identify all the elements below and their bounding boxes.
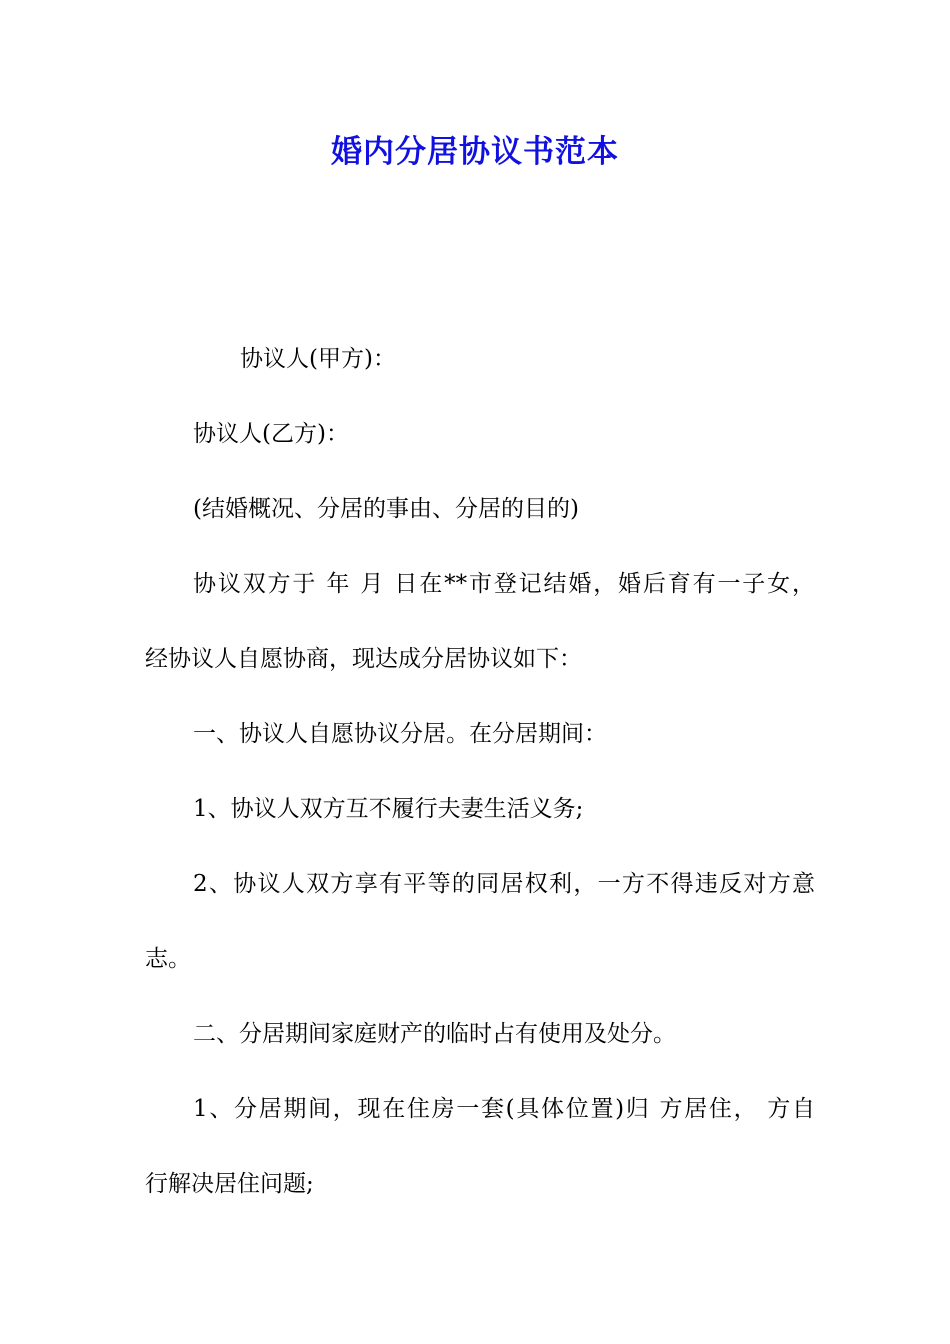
section-heading-1: 一、协议人自愿协议分居。在分居期间： [193, 721, 607, 747]
clause-item: 1、协议人双方互不履行夫妻生活义务; [193, 796, 584, 822]
party-a-line: 协议人(甲方)： [240, 346, 396, 372]
marriage-overview-line: (结婚概况、分居的事由、分居的目的) [193, 496, 579, 522]
section-heading-2: 二、分居期间家庭财产的临时占有使用及处分。 [193, 1021, 676, 1047]
clause-item: 1、分居期间，现在住房一套(具体位置)归 方居住， 方自 [193, 1096, 815, 1122]
document-title: 婚内分居协议书范本 [331, 134, 619, 170]
paragraph-line: 协议双方于 年 月 日在**市登记结婚，婚后育有一子女， [193, 571, 815, 597]
party-b-line: 协议人(乙方)： [193, 421, 349, 447]
clause-item: 2、协议人双方享有平等的同居权利，一方不得违反对方意 [193, 871, 815, 897]
clause-item-continued: 行解决居住问题; [145, 1171, 314, 1197]
paragraph-line: 经协议人自愿协商，现达成分居协议如下： [145, 646, 582, 672]
clause-item-continued: 志。 [145, 946, 191, 972]
